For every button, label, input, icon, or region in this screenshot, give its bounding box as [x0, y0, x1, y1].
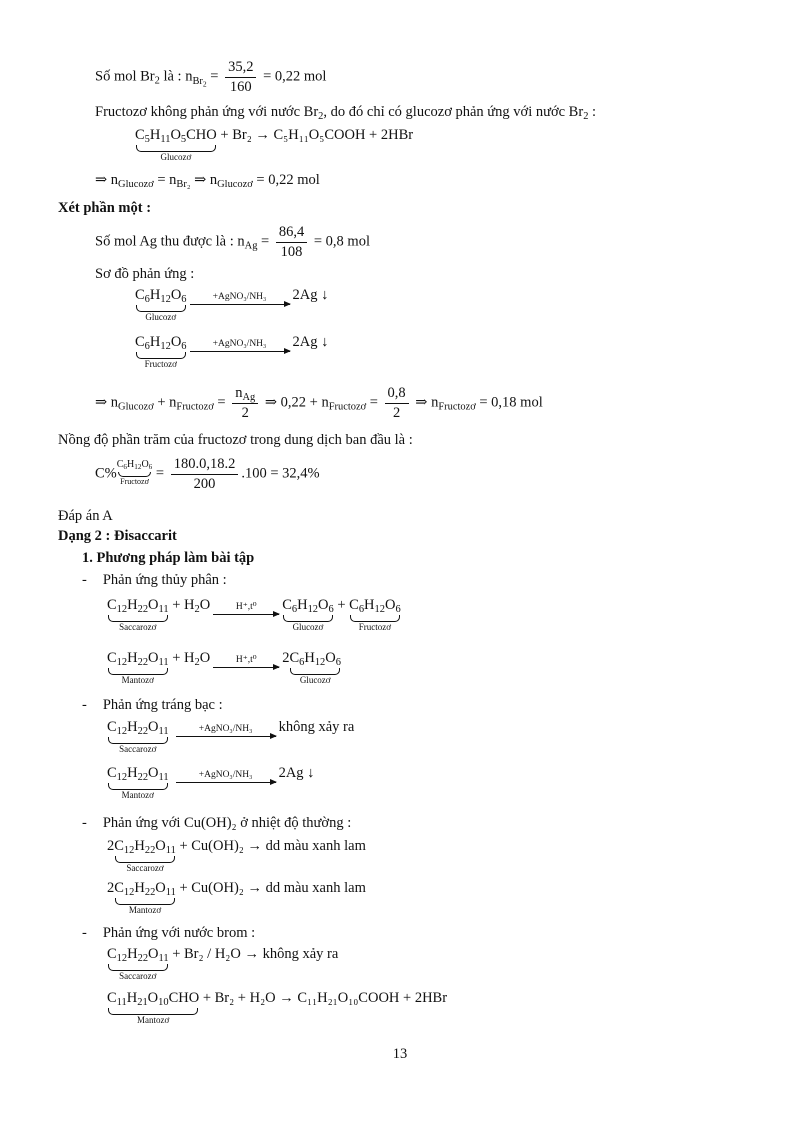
maltose-silver: $C_{12}H_{22}O_{11}$ Mantozơ +AgNO₃/NH₃ 2Ag ↓: [107, 765, 315, 801]
concentration-heading: Nồng độ phần trăm của fructozơ trong dung dịch ban đầu là :: [58, 432, 413, 448]
sucrose-brom: $C_{12}H_{22}O_{11}$ Saccarozơ + Br₂ / H₂O → không xảy ra: [107, 946, 339, 982]
maltose-hydrolysis: $C_{12}H_{22}O_{11}$ Mantozơ + $H_2O$ H⁺,t⁰ 2 $C_6H_{12}O_6$ Glucozơ: [107, 650, 341, 686]
bullet-cuoh2: - Phản ứng với Cu(OH)₂ ở nhiệt độ thường :: [82, 815, 352, 831]
section-disaccharide: Dạng 2 : Đisaccarit: [58, 528, 177, 544]
fraction: $\frac{35,2}{160}$: [225, 59, 256, 95]
maltose-cuoh2: 2 $C_{12}H_{22}O_{11}$ Mantozơ + Cu(OH)₂ → dd màu xanh lam: [107, 880, 366, 916]
fructose-silver-scheme: $C_6H_{12}O_6$ Fructozơ +AgNO₃/NH₃ 2Ag ↓: [135, 334, 329, 370]
page-number: 13: [392, 1046, 408, 1062]
glucose-br2-equation: $C_5H_{11}O_5CHO$ Glucozơ + Br₂ → C₅H₁₁O₅COOH + 2HBr: [135, 127, 414, 163]
glucose-mol-line: ⇒ $n_{Glucozơ} = n_{Br_2}$ ⇒ $n_{Glucozơ} = 0,22$ mol: [95, 172, 320, 191]
glucose-silver-scheme: $C_6H_{12}O_6$ Glucozơ +AgNO₃/NH₃ 2Ag ↓: [135, 287, 329, 323]
method-heading: 1. Phương pháp làm bài tập: [82, 550, 255, 566]
concentration-formula: C% $C_6H_{12}O_6$ Fructozơ = $\frac{180.0,18.2}{200}$ .100 = 32,4%: [95, 456, 320, 492]
fructose-mol-line: ⇒ $n_{Glucozơ} + n_{Fructozơ}$ = $\frac{n_{Ag}}{2}$ ⇒ $0,22 + n_{Fructozơ}$ = $\frac{0,8}{2}$ ⇒ $n_{Fructozơ} = 0,18$ mol: [95, 385, 543, 421]
br2-mol-line: Số mol $Br_2$ là : $n_{Br_2}$ = $\frac{35,2}{160}$ = 0,22 mol: [95, 59, 327, 95]
sucrose-silver: $C_{12}H_{22}O_{11}$ Saccarozơ +AgNO₃/NH₃ không xảy ra: [107, 719, 355, 755]
section-part-one: Xét phần một :: [58, 200, 152, 216]
sucrose-hydrolysis: $C_{12}H_{22}O_{11}$ Saccarozơ + $H_2O$ H⁺,t⁰ $C_6H_{12}O_6$ Glucozơ + $C_6H_{12}O_6$ Fructozơ: [107, 597, 401, 633]
ag-mol-line: Số mol Ag thu được là : $n_{Ag}$ = $\frac{86,4}{108}$ = 0,8 mol: [95, 224, 370, 260]
scheme-heading: Sơ đồ phản ứng :: [95, 266, 195, 282]
fructose-note: Fructozơ không phản ứng với nước $Br_2$, do đó chỉ có glucozơ phản ứng với nước $Br_2$ :: [95, 104, 597, 123]
sucrose-cuoh2: 2 $C_{12}H_{22}O_{11}$ Saccarozơ + Cu(OH)₂ → dd màu xanh lam: [107, 838, 366, 874]
bullet-brom: - Phản ứng với nước brom :: [82, 925, 256, 941]
maltose-brom: $C_{11}H_{21}O_{10}CHO$ Mantozơ + Br₂ + H₂O → C₁₁H₂₁O₁₀COOH + 2HBr: [107, 990, 448, 1026]
answer-line: Đáp án A: [58, 508, 113, 524]
bullet-silver: - Phản ứng tráng bạc :: [82, 697, 223, 713]
bullet-hydrolysis: - Phản ứng thủy phân :: [82, 572, 227, 588]
